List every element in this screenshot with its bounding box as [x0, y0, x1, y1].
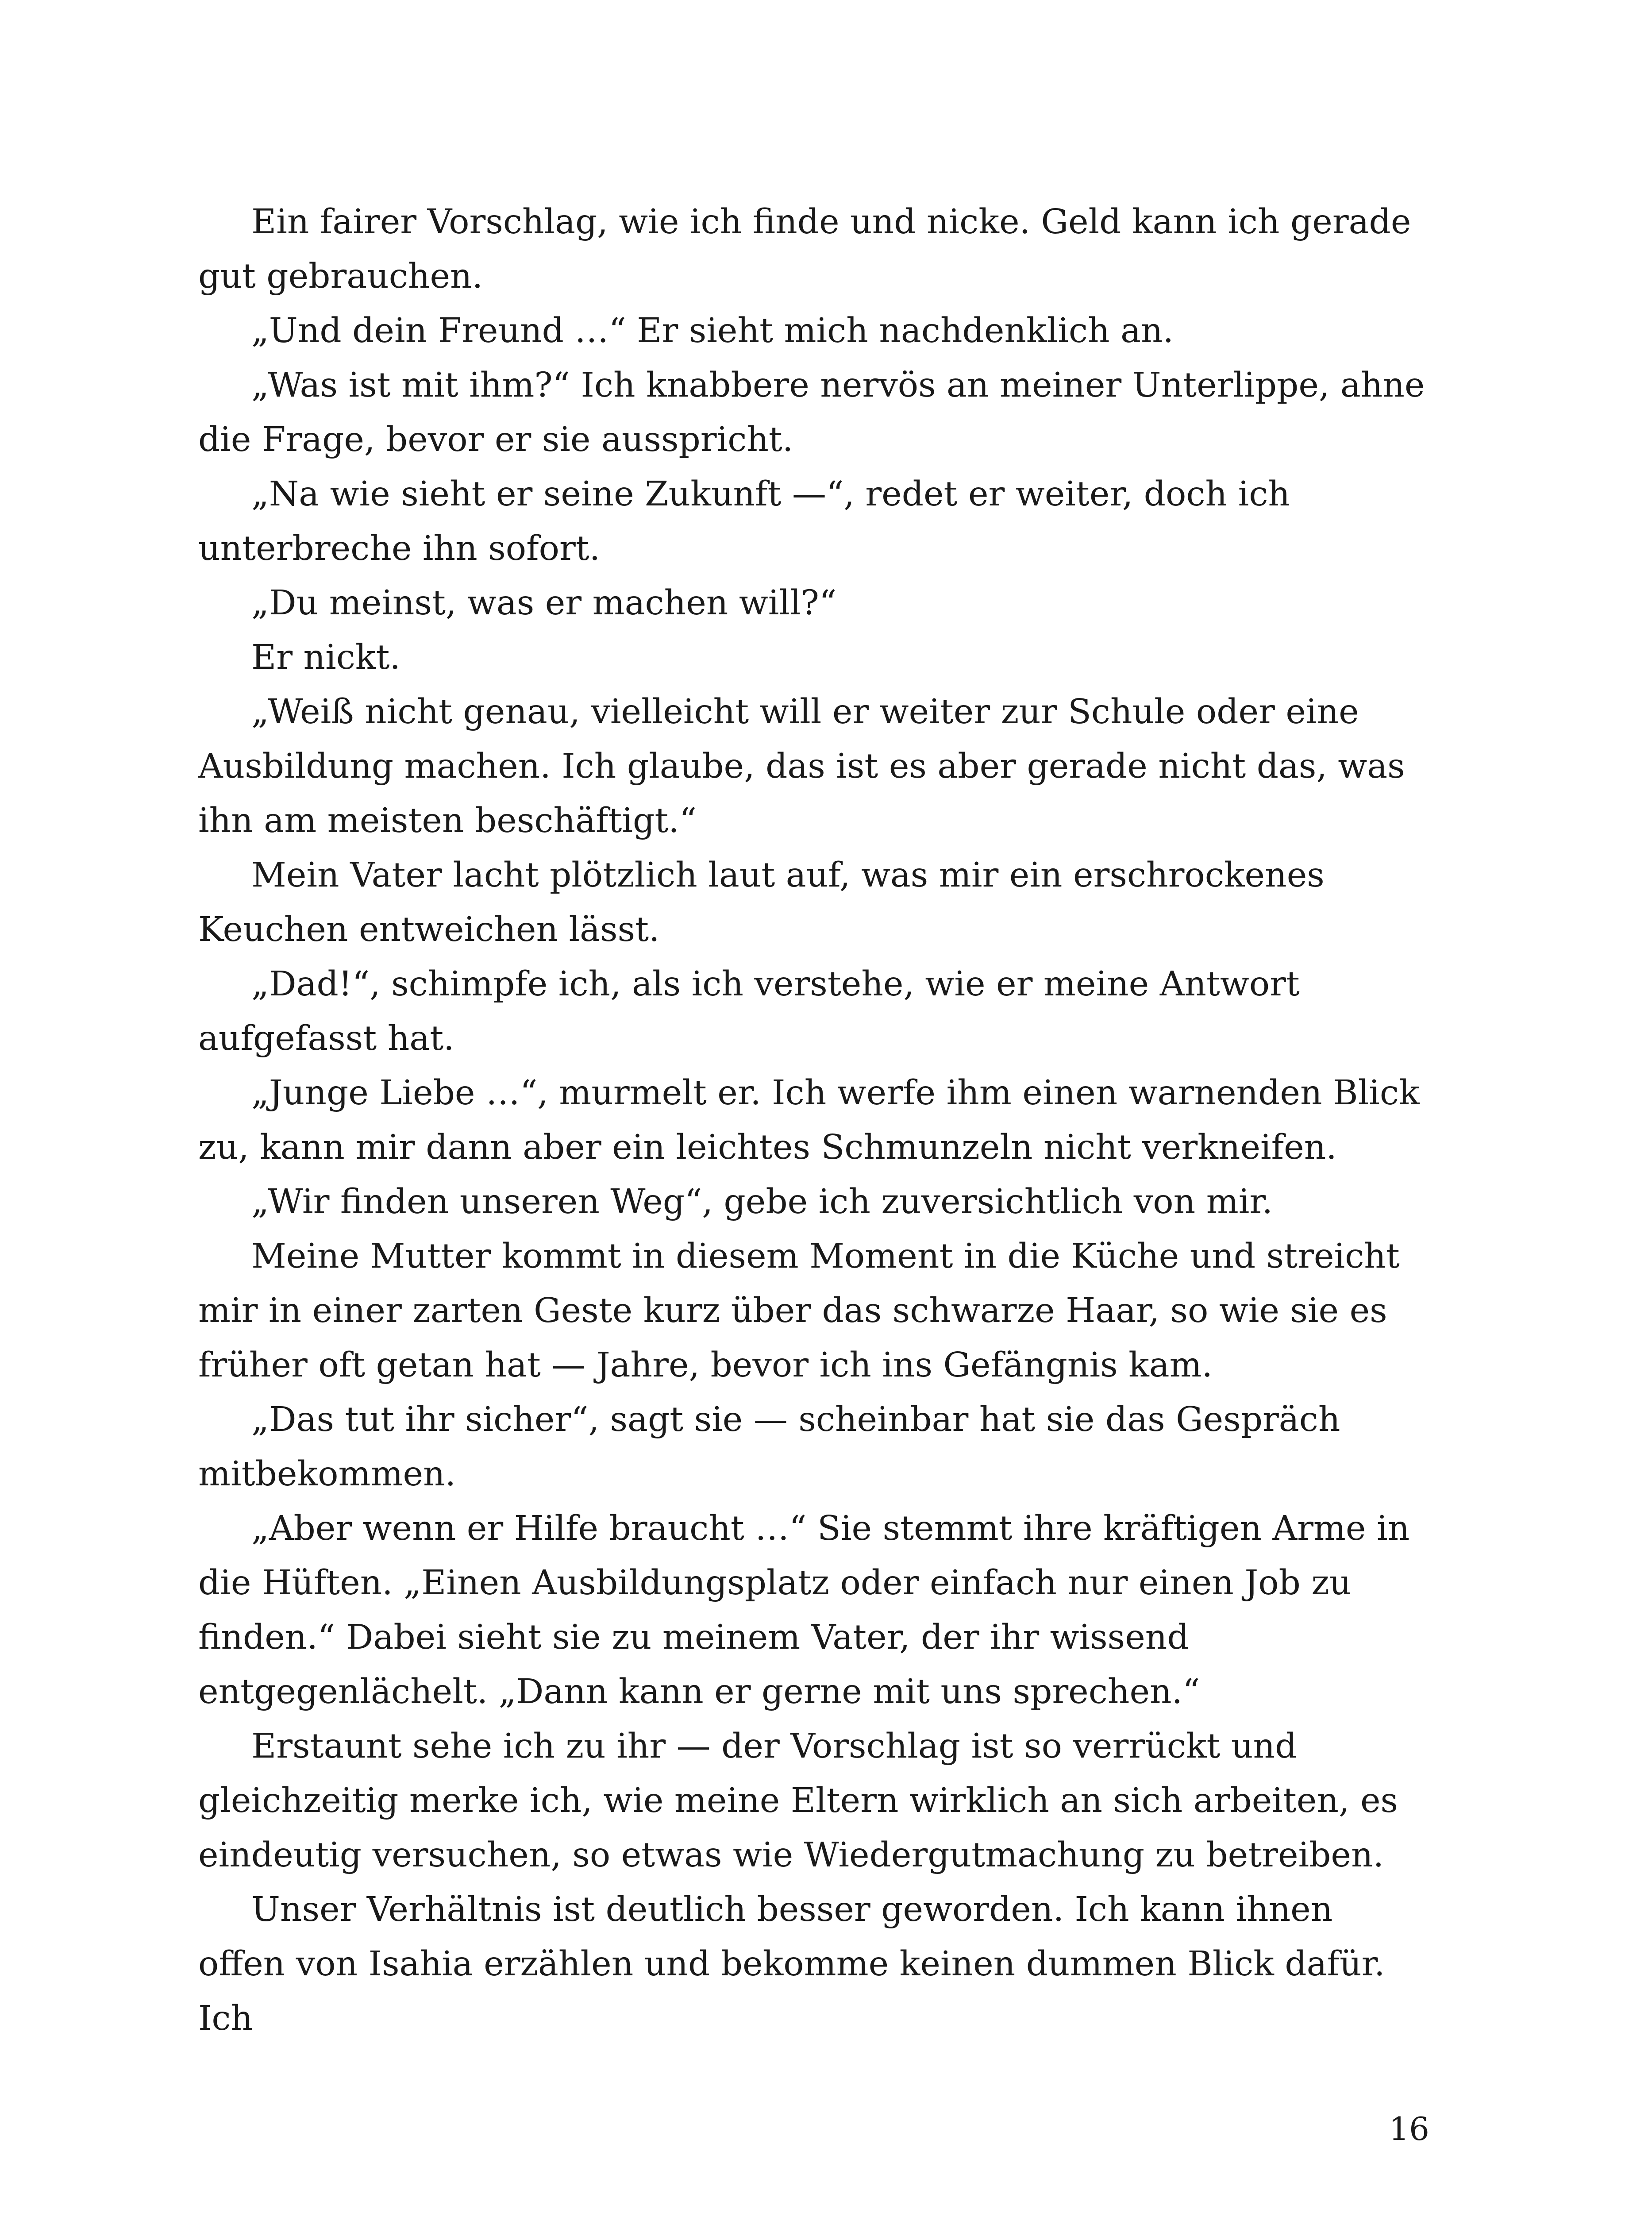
paragraph: Ein fairer Vorschlag, wie ich finde und nicke. Geld kann ich gerade gut gebrauchen. — [198, 202, 1411, 296]
paragraph: Erstaunt sehe ich zu ihr — der Vorschlag ist so verrückt und gleichzeitig merke ich, wie meine Eltern wirklich an sich arbeiten, es eindeutig versuchen, so etwas wie Wiedergutmachung zu betreiben. — [198, 1727, 1398, 1875]
paragraph: Er nickt. — [251, 638, 400, 677]
paragraph: Meine Mutter kommt in diesem Moment in die Küche und streicht mir in einer zarten Geste kurz über das schwarze Haar, so wie sie es früher oft getan hat — Jahre, bevor ich ins Gefängnis kam. — [198, 1237, 1400, 1385]
paragraph: „Du meinst, was er machen will?“ — [251, 583, 837, 623]
paragraph: „Was ist mit ihm?“ Ich knabbere nervös an meiner Unterlippe, ahne die Frage, bevor er sie ausspricht. — [198, 366, 1425, 459]
body-text — [198, 195, 1429, 2046]
paragraph: Unser Verhältnis ist deutlich besser geworden. Ich kann ihnen offen von Isahia erzählen und bekomme keinen dummen Blick dafür. Ich — [198, 1890, 1385, 2038]
page-number: 16 — [1389, 2110, 1429, 2147]
paragraph: „Na wie sieht er seine Zukunft —“, redet er weiter, doch ich unterbreche ihn sofort. — [198, 474, 1290, 568]
paragraph: „Weiß nicht genau, vielleicht will er weiter zur Schule oder eine Ausbildung machen. Ich glaube, das ist es aber gerade nicht das, was ihn am meisten beschäftigt.“ — [198, 692, 1405, 840]
paragraph: „Das tut ihr sicher“, sagt sie — scheinbar hat sie das Gespräch mitbekommen. — [198, 1400, 1340, 1494]
paragraph: „Dad!“, schimpfe ich, als ich verstehe, wie er meine Antwort aufgefasst hat. — [198, 964, 1300, 1058]
paragraph: „Und dein Freund …“ Er sieht mich nachdenklich an. — [251, 311, 1174, 351]
paragraph: „Aber wenn er Hilfe braucht …“ Sie stemmt ihre kräftigen Arme in die Hüften. „Einen Ausbildungsplatz oder einfach nur einen Job zu finden.“ Dabei sieht sie zu meinem Vater, der ihr wissend entgegenlächelt. „Dann kann er gerne mit uns sprechen.“ — [198, 1509, 1410, 1712]
paragraph: „Junge Liebe …“, murmelt er. Ich werfe ihm einen warnenden Blick zu, kann mir dann aber ein leichtes Schmunzeln nicht verkneifen. — [198, 1073, 1420, 1167]
paragraph: „Wir finden unseren Weg“, gebe ich zuversichtlich von mir. — [251, 1182, 1273, 1222]
paragraph: Mein Vater lacht plötzlich laut auf, was mir ein erschrockenes Keuchen entweichen lässt. — [198, 856, 1325, 949]
